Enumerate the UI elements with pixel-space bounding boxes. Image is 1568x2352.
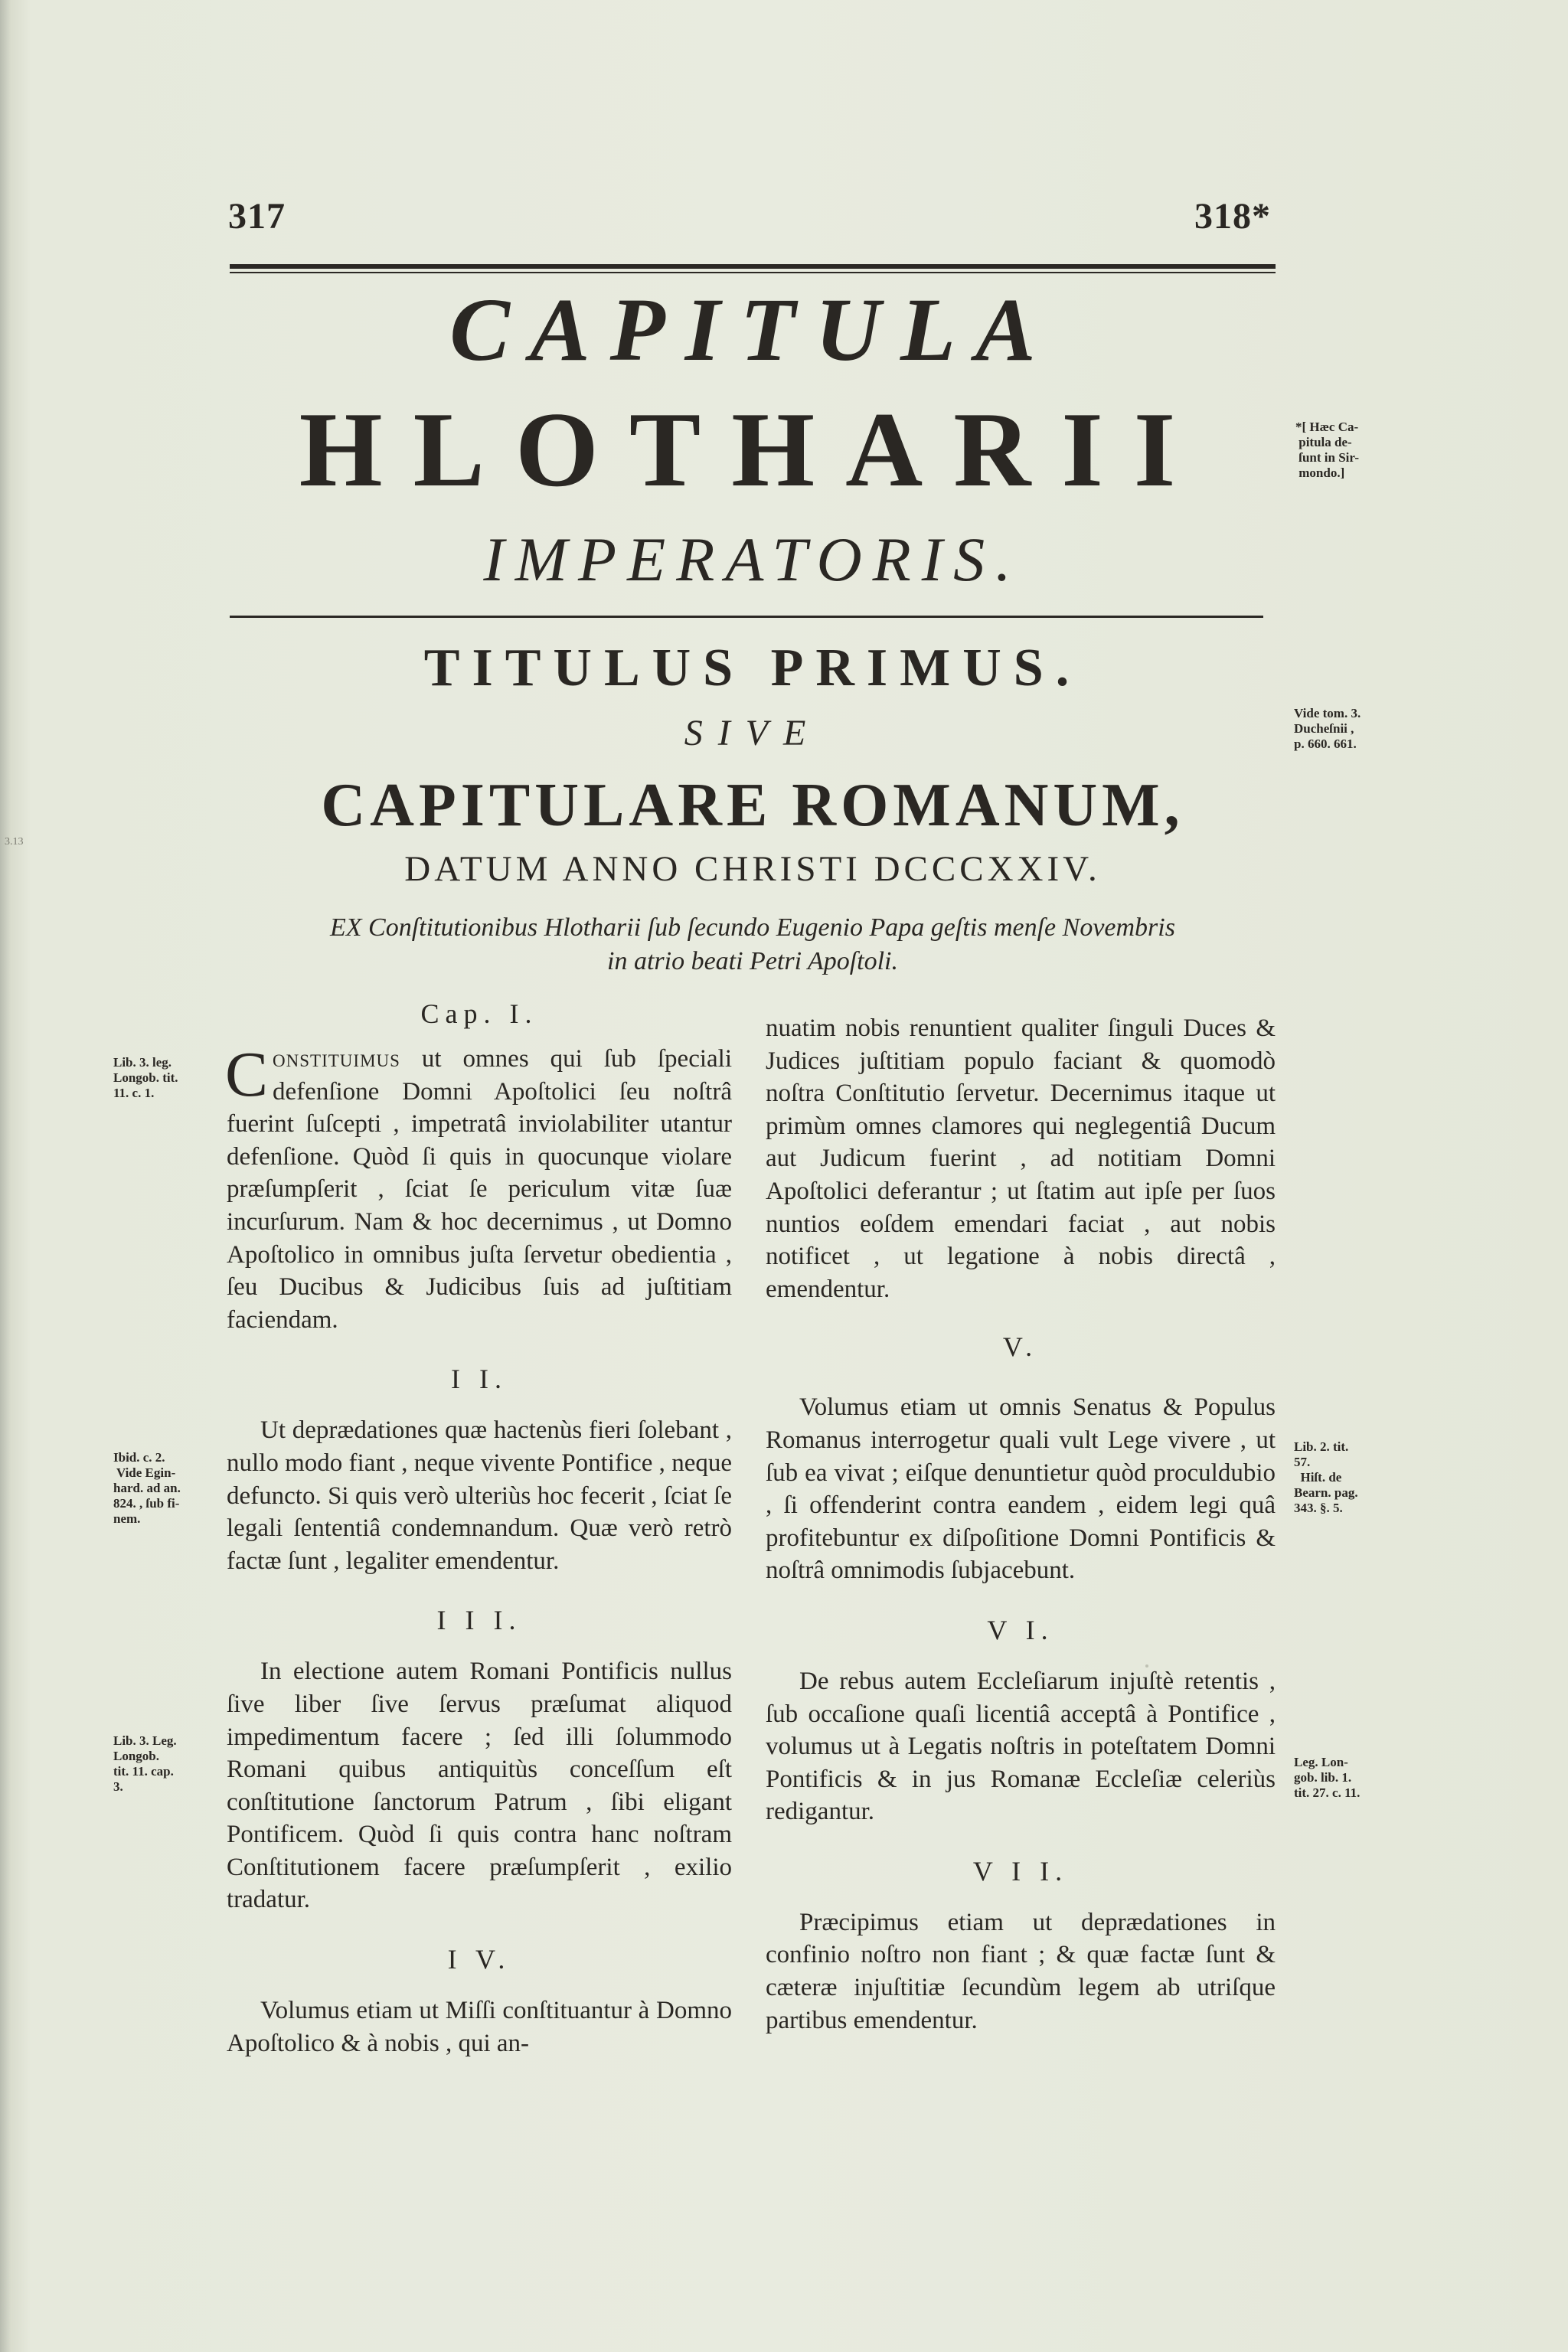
titulus-heading: TITULUS PRIMUS. [423,639,1082,697]
capitulare-heading: CAPITULARE ROMANUM, [321,772,1184,839]
margin-note-duchesnii: Vide tom. 3. Ducheſnii , p. 660. 661. [1294,706,1361,751]
title-rule [230,616,1263,618]
intro-line-2: in atrio beati Petri Apoſtoli. [607,947,898,975]
intro-line-1: EX Conſtitutionibus Hlotharii ſub ſecundo Eugenio Papa geſtis menſe Novembris [330,913,1175,942]
sive-heading: SIVE [684,713,822,753]
top-rule-thin [230,272,1276,273]
left-column [227,1000,732,2060]
intro-text [230,911,1276,978]
chapter-5-heading: V. [1002,1331,1039,1363]
chapter-3-text: In electione autem Romani Pontificis nullus ſive liber ſive ſervus præſumat aliquod impedimentum facere ; ſed illi ſolummodo Romani quibus antiquitùs conceſſum eſt conſtitutione ſanctorum Patrum , ſibi eligant Pontificem. Quòd ſi quis contra hanc noſtram Conſtitutionem facere præſumpſerit , exilio tradatur. [227,1658,732,1914]
chapter-2-text: Ut deprædationes quæ hactenùs fieri ſolebant , nullo modo fiant , neque vivente Pontifice , neque defuncto. Si quis verò ulteriùs hoc fecerit , ſciat ſe legali ſententiâ condemnandum. Quæ verò retrò factæ ſunt , legaliter emendentur. [227,1416,732,1575]
margin-note-lib3-tit11: Lib. 3. leg. Longob. tit. 11. c. 1. [113,1055,178,1100]
chapter-4-continued: nuatim nobis renuntient qualiter ſinguli Duces & Judices juſtitiam populo faciant & quomodò noſtra Conſtitutio ſervetur. Decernimus itaque ut primùm omnes clamores qui neglegentiâ Ducum aut Judicum fuerint , ad notitiam Domni Apoſtolici deferantur ; ut ſtatim aut ipſe per ſuos nuntios eoſdem emendari faciat , aut nobis notificet , ut legatione à nobis directâ , emendentur. [766,1014,1276,1303]
title-imperatoris: IMPERATORIS. [483,524,1022,594]
margin-note-einhard: Ibid. c. 2. Vide Egin- hard. ad an. 824. , ſub fi- nem. [113,1450,181,1526]
chapter-6-heading: V I. [987,1614,1054,1645]
chapter-2-heading: I I. [451,1364,508,1395]
top-rule [230,264,1276,269]
page-number-left: 317 [228,196,286,237]
margin-note-leg-longob: Leg. Lon- gob. lib. 1. tit. 27. c. 11. [1294,1755,1361,1800]
margin-note-sirmondo: *[ Hæc Ca- pitula de- ſunt in Sir- mondo.] [1295,420,1359,480]
drop-cap: C [225,1039,269,1110]
margin-note-lib3-cap3: Lib. 3. Leg. Longob. tit. 11. cap. 3. [113,1733,177,1794]
edge-mark: 3.13 [5,836,24,848]
chapter-7-text: Præcipimus etiam ut deprædationes in confinio noſtro non fiant ; & quæ factæ ſunt & cæteræ injuſtitiæ ſecundùm legem ab utriſque partibus emendentur. [766,1908,1276,2034]
page-number-right: 318* [1194,196,1271,237]
chapter-4-heading: I V. [447,1944,511,1975]
chapter-3-heading: I I I. [436,1605,522,1636]
chapter-1-body: ut omnes qui ſub ſpeciali defenſione Domni Apoſtolici ſeu noſtrâ fuerint ſuſcepti , impetratâ inviolabiliter utantur defenſione. Quòd ſi quis in quocunque violare præſumpſerit , ſciat ſe periculum vitæ ſuæ incurſurum. Nam & hoc decernimus , ut Domno Apoſtolico in omnibus juſta ſervetur obedientia , ſeu Ducibus & Judicibus ſuis ad juſtitiam faciendam. [227,1045,732,1334]
right-column [766,1012,1276,2037]
chapter-1-first-word: onstituimus [273,1045,400,1073]
chapter-1-heading: Cap. I. [420,998,538,1029]
paper-speck [1145,1664,1148,1668]
chapter-4-text: Volumus etiam ut Miſſi conſtituantur à Domno Apoſtolico & à nobis , qui an- [227,1997,732,2057]
chapter-5-text: Volumus etiam ut omnis Senatus & Populus Romanus interrogetur quali vult Lege vivere , ut ſub ea vivat ; eiſque denuntietur quòd proculdubio , ſi offenderint contra eandem , eidem legi quâ profitebuntur ex diſpoſitione Domni Pontificis & noſtrâ omnimodis ſubjacebunt. [766,1393,1276,1585]
chapter-6-text: De rebus autem Eccleſiarum injuſtè retentis , ſub occaſione quaſi licentiâ acceptâ à Pontifice , volumus ut à Legatis noſtris in poteſtatem Domni Pontificis & in jus Romanæ Eccleſiæ celeriùs redigantur. [766,1667,1276,1826]
title-hlotharii: HLOTHARII [299,390,1207,509]
chapter-7-heading: V I I. [972,1855,1069,1886]
chapter-1-text [225,1039,732,1336]
margin-note-bearn: Lib. 2. tit. 57. Hiſt. de Bearn. pag. 343. §. 5. [1294,1439,1358,1515]
date-heading: DATUM ANNO CHRISTI DCCCXXIV. [404,849,1101,889]
title-capitula: CAPITULA [449,279,1056,380]
